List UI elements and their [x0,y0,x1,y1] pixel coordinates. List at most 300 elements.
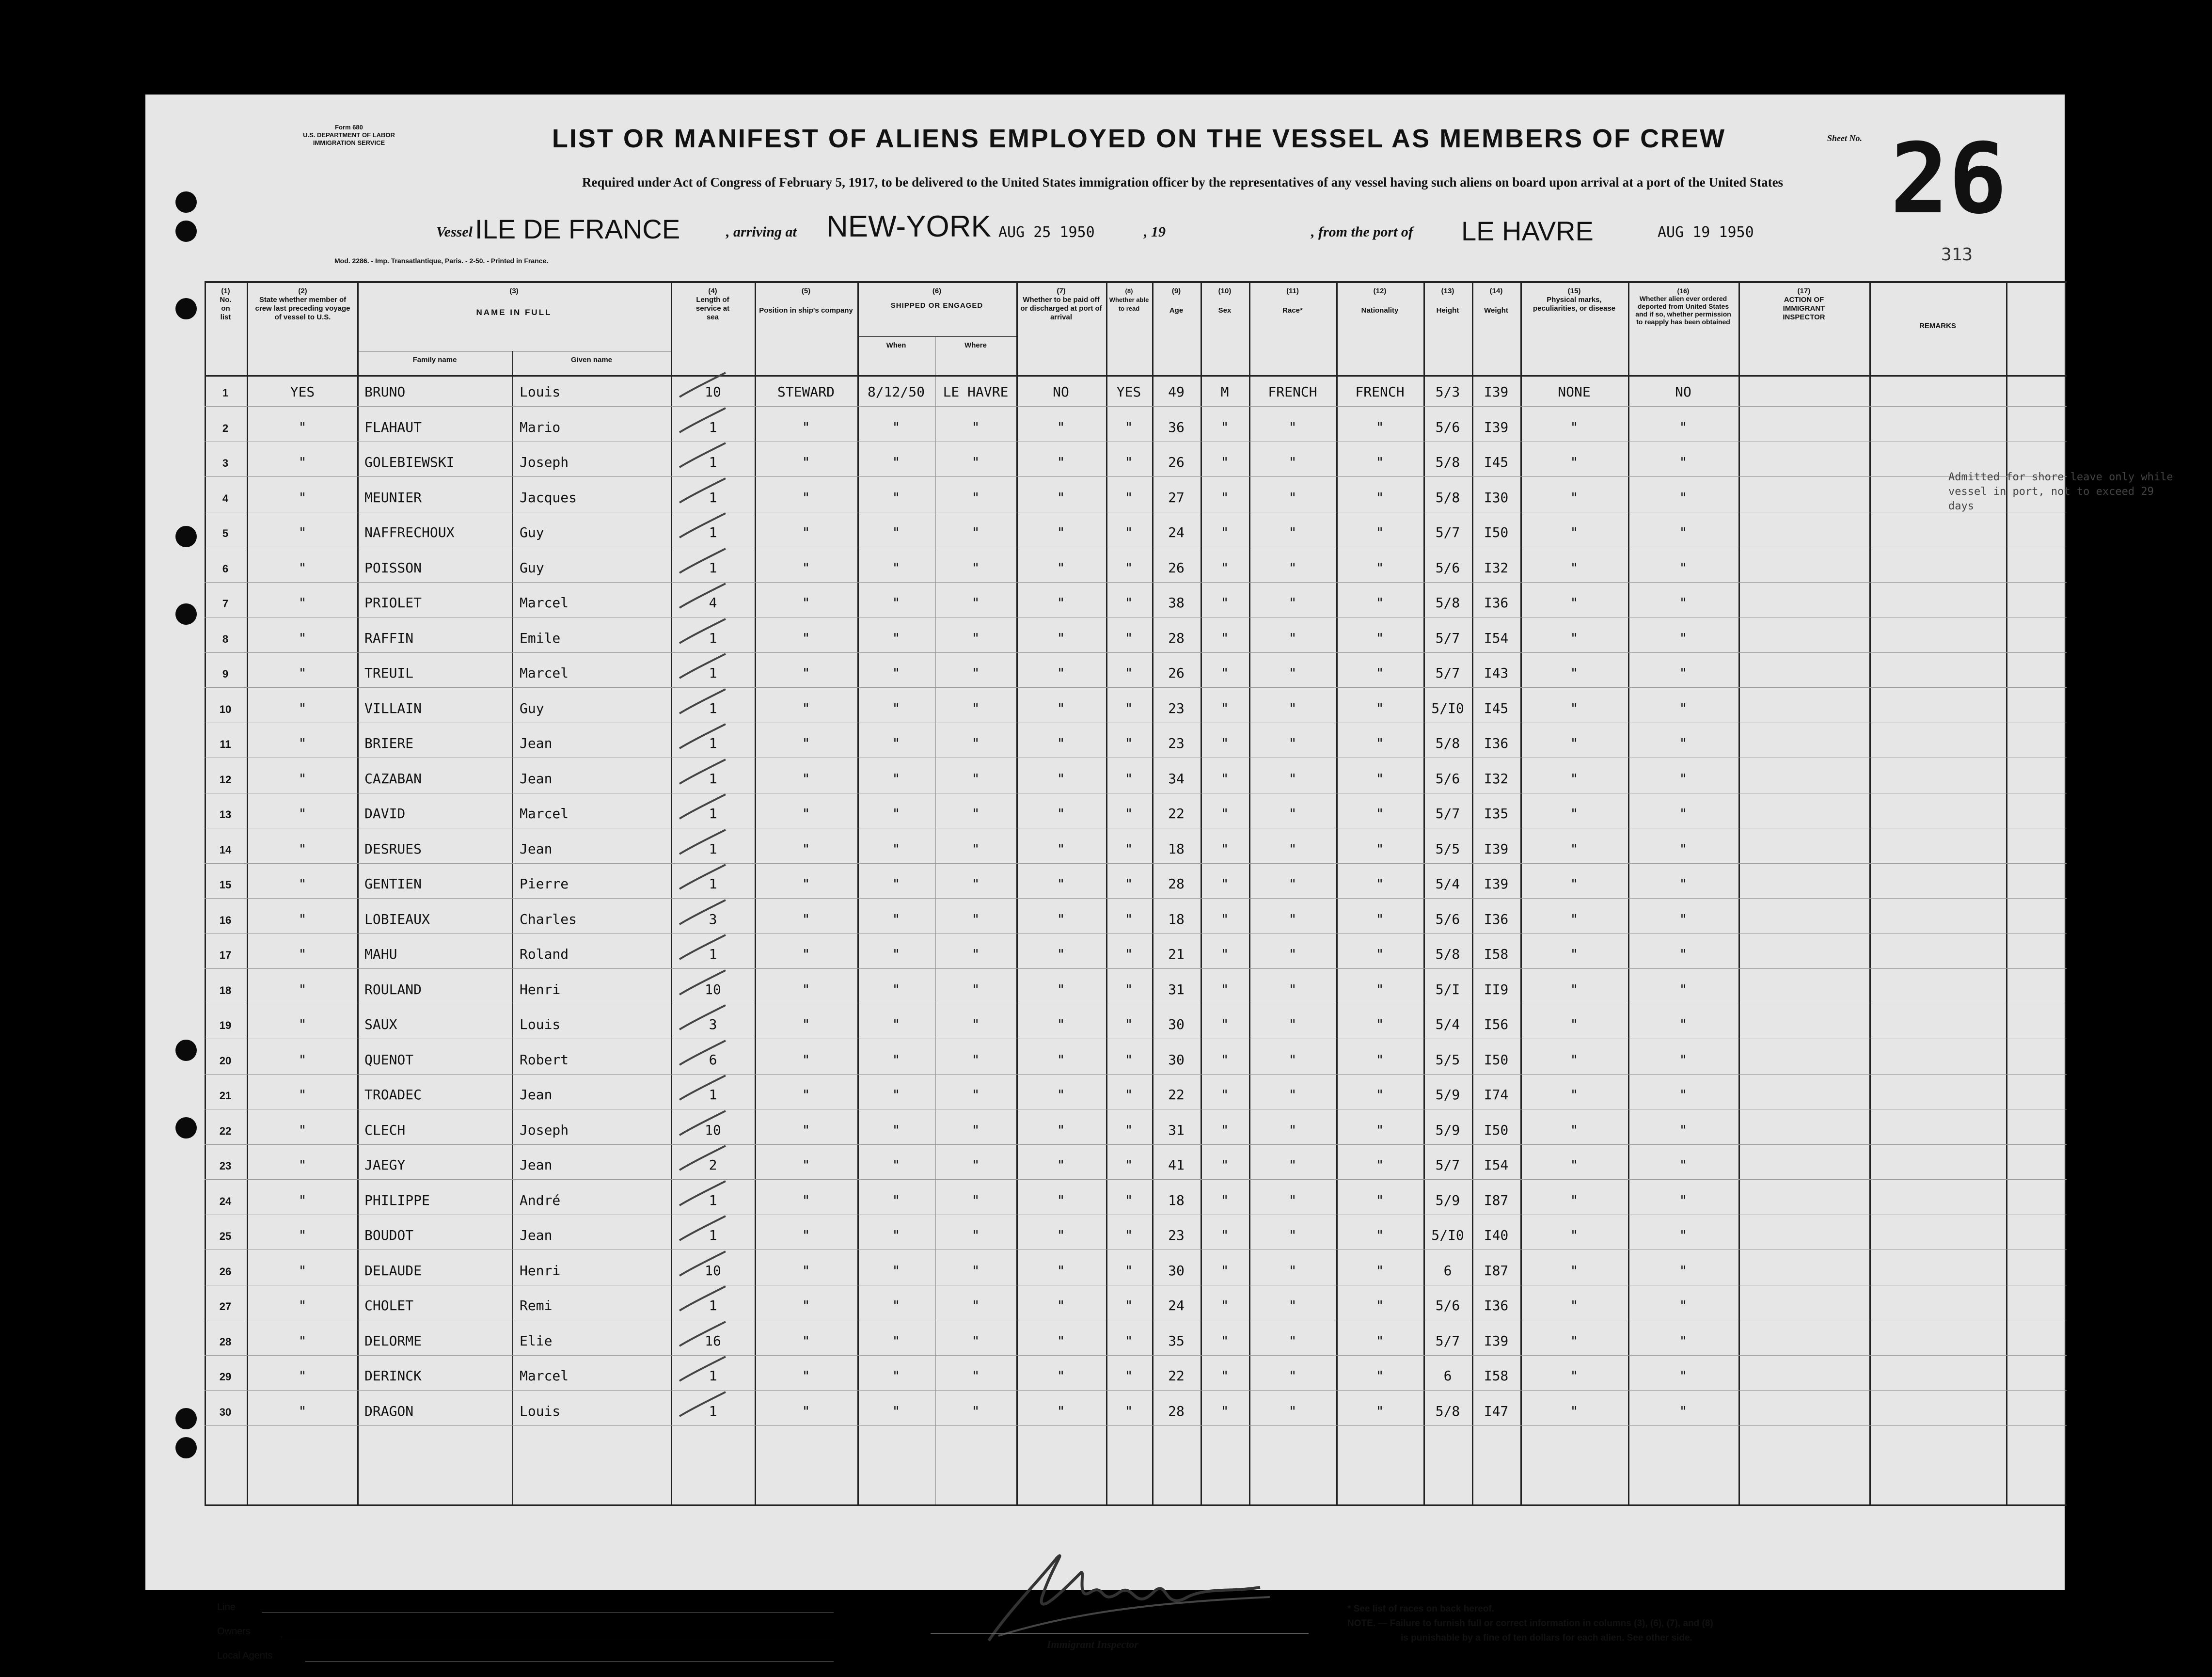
service-length-cell: 3 [709,1016,717,1032]
weight-cell: I39 [1484,1332,1509,1349]
nationality-cell: " [1375,876,1384,892]
row-number: 22 [219,1124,232,1137]
col-number: (2) [298,287,307,295]
paid-off-cell: " [1057,735,1065,751]
position-cell: " [802,595,810,611]
sex-cell: " [1220,1262,1229,1279]
form-number: Form 680 [335,124,363,131]
prev-voyage-cell: " [298,1332,307,1349]
shipped-when-cell: " [892,524,901,540]
weight-cell: I35 [1484,806,1509,822]
age-cell: 23 [1168,1227,1185,1243]
service-length-cell: 1 [709,1087,717,1103]
given-name-cell: Henri [520,1262,561,1279]
weight-cell: I47 [1484,1403,1509,1419]
local-agents-label: Local Agents [217,1650,273,1661]
paid-off-cell: " [1057,1368,1065,1384]
vessel-line [436,210,1958,252]
table-row [205,1087,2067,1103]
family-name-cell: CHOLET [364,1297,414,1313]
service-length-cell: 1 [709,876,717,892]
paid-off-cell: " [1057,770,1065,787]
prev-voyage-cell: YES [290,384,315,400]
family-name-cell: CAZABAN [364,770,422,787]
position-cell: " [802,1297,810,1313]
position-cell: " [802,1051,810,1068]
physical-marks-cell: " [1570,1016,1579,1032]
nationality-cell: " [1375,559,1384,576]
nationality-cell: " [1375,1227,1384,1243]
paid-off-cell: " [1057,559,1065,576]
deported-cell: " [1679,1368,1688,1384]
prev-voyage-cell: " [298,806,307,822]
height-cell: 6 [1443,1368,1452,1384]
given-name-cell: Louis [520,384,561,400]
weight-cell: I36 [1484,595,1509,611]
race-cell: " [1288,700,1297,716]
col-number: (4) [708,287,717,295]
service-length-cell: 16 [705,1332,721,1349]
height-cell: 5/I0 [1431,1227,1464,1243]
check-mark-icon [677,1214,730,1248]
row-number: 11 [220,738,231,750]
deported-cell: " [1679,1122,1688,1138]
shipped-where-cell: " [971,1122,980,1138]
paid-off-cell: " [1057,1122,1065,1138]
nationality-cell: " [1375,1192,1384,1208]
position-cell: " [802,630,810,646]
race-cell: " [1288,1051,1297,1068]
shipped-where-cell: " [971,1297,980,1313]
sex-cell: " [1220,524,1229,540]
paid-off-cell: " [1057,1087,1065,1103]
shipped-where-cell: " [971,911,980,927]
shipped-where-cell: " [971,1051,980,1068]
table-row [205,1051,2067,1068]
row-number: 13 [219,808,232,821]
nationality-cell: " [1375,946,1384,962]
remarks-note: Admitted for shore leave only while vessel in port, not to exceed 29 days [1948,471,2173,512]
position-cell: " [802,1157,810,1173]
col-prev-voyage-header [248,287,357,322]
weight-cell: I32 [1484,559,1509,576]
nationality-cell: " [1375,1122,1384,1138]
family-name-cell: MAHU [364,946,397,962]
service-length-cell: 1 [709,524,717,540]
check-mark-icon [677,1179,730,1213]
row-number: 16 [219,914,232,926]
height-cell: 5/5 [1435,1051,1460,1068]
family-name-cell: BRUNO [364,384,406,400]
able-to-read-cell: " [1124,524,1133,540]
paid-off-cell: " [1057,1227,1065,1243]
able-to-read-cell: " [1124,876,1133,892]
when-header: When [886,341,906,349]
prev-voyage-cell: " [298,1262,307,1279]
weight-cell: I36 [1484,911,1509,927]
weight-cell: I36 [1484,1297,1509,1313]
col-label: SHIPPED OR ENGAGED [890,301,983,310]
given-name-cell: Marcel [520,665,569,681]
weight-cell: I30 [1484,489,1509,506]
nationality-cell: " [1375,1332,1384,1349]
race-cell: " [1288,981,1297,997]
printer-note: Mod. 2286. - Imp. Transatlantique, Paris. - 2-50. - Printed in France. [334,257,549,265]
shipped-when-cell: " [892,806,901,822]
punch-hole [175,1117,197,1139]
shipped-when-cell: " [892,595,901,611]
weight-cell: I39 [1484,840,1509,857]
service-length-cell: 1 [709,700,717,716]
row-number: 21 [219,1090,232,1102]
race-cell: " [1288,806,1297,822]
deported-cell: " [1679,630,1688,646]
race-cell: " [1288,665,1297,681]
service-length-cell: 1 [709,1368,717,1384]
position-cell: " [802,911,810,927]
from-label: , from the port of [1311,224,1413,240]
shipped-when-cell: " [892,665,901,681]
sex-cell: " [1220,1157,1229,1173]
race-cell: " [1288,524,1297,540]
race-cell: " [1288,1297,1297,1313]
age-cell: 22 [1168,1087,1185,1103]
family-name-cell: LOBIEAUX [364,911,430,927]
deported-cell: " [1679,454,1688,470]
service-length-cell: 6 [709,1051,717,1068]
height-cell: 5/8 [1435,454,1460,470]
check-mark-icon [677,511,730,545]
race-cell: " [1288,911,1297,927]
able-to-read-cell: " [1124,419,1133,435]
check-mark-icon [677,1390,730,1424]
position-cell: " [802,1227,810,1243]
weight-cell: I87 [1484,1192,1509,1208]
service-length-cell: 1 [709,770,717,787]
race-cell: " [1288,1368,1297,1384]
family-name-cell: DAVID [364,806,406,822]
weight-cell: I56 [1484,1016,1509,1032]
position-cell: " [802,700,810,716]
prev-voyage-cell: " [298,735,307,751]
row-number: 26 [219,1265,232,1278]
nationality-cell: " [1375,700,1384,716]
given-name-cell: Guy [520,559,544,576]
deported-cell: " [1679,911,1688,927]
height-cell: 5/5 [1435,840,1460,857]
crew-table [205,281,2067,1506]
row-number: 17 [219,949,232,961]
paid-off-cell: " [1057,454,1065,470]
height-cell: 5/9 [1435,1087,1460,1103]
prev-voyage-cell: " [298,1368,307,1384]
sex-cell: " [1220,876,1229,892]
sex-cell: " [1220,1227,1229,1243]
race-cell: " [1288,630,1297,646]
given-name-cell: Mario [520,419,561,435]
col-number: (14) [1489,287,1503,295]
deported-cell: " [1679,735,1688,751]
paid-off-cell: " [1057,419,1065,435]
family-name-cell: TROADEC [364,1087,422,1103]
row-number: 12 [219,773,232,786]
age-cell: 26 [1168,665,1185,681]
punch-hole [175,298,197,319]
manifest-sheet [145,95,2173,1661]
nationality-cell: " [1375,1262,1384,1279]
shipped-where-cell: " [971,489,980,506]
given-name-cell: Louis [520,1403,561,1419]
row-number: 15 [219,879,232,891]
given-name-cell: Guy [520,700,544,716]
given-name-cell: André [520,1192,561,1208]
col-age-header [1152,287,1201,315]
prev-voyage-cell: " [298,595,307,611]
check-mark-icon [677,1319,730,1353]
deported-cell: " [1679,840,1688,857]
prev-voyage-cell: " [298,419,307,435]
prev-voyage-cell: " [298,1192,307,1208]
shipped-when-cell: " [892,454,901,470]
shipped-where-cell: " [971,595,980,611]
physical-marks-cell: " [1570,1262,1579,1279]
col-number: (10) [1218,287,1232,295]
shipped-where-cell: " [971,946,980,962]
age-cell: 30 [1168,1016,1185,1032]
nationality-cell: " [1375,1087,1384,1103]
race-cell: " [1288,419,1297,435]
nationality-cell: " [1375,1016,1384,1032]
shipped-where-cell: " [971,419,980,435]
col-label: ACTION OF IMMIGRANT INSPECTOR [1783,296,1825,321]
prev-voyage-cell: " [298,1122,307,1138]
weight-cell: I58 [1484,1368,1509,1384]
deported-cell: " [1679,1087,1688,1103]
sex-cell: " [1220,1087,1229,1103]
age-cell: 28 [1168,1403,1185,1419]
prev-voyage-cell: " [298,1016,307,1032]
vessel-name: ILE DE FRANCE [475,214,680,244]
height-cell: 5/7 [1435,630,1460,646]
position-cell: " [802,1192,810,1208]
height-cell: 5/8 [1435,735,1460,751]
race-cell: " [1288,1087,1297,1103]
row-number: 18 [219,984,232,997]
col-height-header [1423,287,1472,315]
shipped-where-cell: " [971,735,980,751]
height-cell: 5/8 [1435,946,1460,962]
prev-voyage-cell: " [298,524,307,540]
service-length-cell: 1 [709,946,717,962]
legal-requirement-text: Required under Act of Congress of February 5, 1917, to be delivered to the United States immigration officer by the representatives of any vessel having such aliens on board upon arrival at a port of the United States [582,175,1784,190]
height-cell: 5/3 [1435,384,1460,400]
family-name-cell: DRAGON [364,1403,414,1419]
shipped-when-cell: 8/12/50 [867,384,925,400]
able-to-read-cell: " [1124,1192,1133,1208]
shipped-where-cell: " [971,1192,980,1208]
col-label: Nationality [1361,306,1399,315]
service-length-cell: 10 [705,1122,721,1138]
sex-cell: " [1220,630,1229,646]
paid-off-cell: " [1057,489,1065,506]
sex-cell: " [1220,946,1229,962]
position-cell: " [802,524,810,540]
paid-off-cell: " [1057,1016,1065,1032]
shipped-when-cell: " [892,1297,901,1313]
position-cell: " [802,665,810,681]
age-cell: 31 [1168,1122,1185,1138]
weight-cell: II9 [1484,981,1509,997]
position-cell: " [802,946,810,962]
height-cell: 5/6 [1435,559,1460,576]
age-cell: 18 [1168,1192,1185,1208]
height-cell: 5/9 [1435,1192,1460,1208]
given-name-cell: Henri [520,981,561,997]
shipped-where-cell: " [971,700,980,716]
nationality-cell: " [1375,419,1384,435]
age-cell: 22 [1168,1368,1185,1384]
sex-cell: " [1220,1297,1229,1313]
paid-off-cell: " [1057,946,1065,962]
weight-cell: I54 [1484,630,1509,646]
paid-off-cell: " [1057,911,1065,927]
given-name-cell: Louis [520,1016,561,1032]
service: IMMIGRATION SERVICE [313,139,385,146]
able-to-read-cell: " [1124,1332,1133,1349]
position-cell: " [802,489,810,506]
departure-date: AUG 19 1950 [1658,224,1754,241]
row-number: 19 [219,1019,232,1031]
deported-cell: " [1679,595,1688,611]
line-label: Line [217,1602,236,1613]
service-length-cell: 1 [709,559,717,576]
physical-marks-cell: " [1570,630,1579,646]
family-name-cell: JAEGY [364,1157,406,1173]
height-cell: 5/8 [1435,489,1460,506]
col-position-header [755,287,857,315]
age-cell: 38 [1168,595,1185,611]
col-label: Whether to be paid off or discharged at port of arrival [1020,296,1102,321]
age-cell: 31 [1168,981,1185,997]
paid-off-cell: " [1057,595,1065,611]
punch-hole [175,1040,197,1061]
col-label: Whether able to read [1109,296,1149,312]
family-name-cell: GOLEBIEWSKI [364,454,455,470]
col-label: Whether alien ever ordered deported from United States and if so, whether permission to reapply has been obtained [1635,295,1731,326]
service-length-cell: 1 [709,419,717,435]
check-mark-icon [677,1143,730,1177]
service-length-cell: 1 [709,1297,717,1313]
height-cell: 5/4 [1435,1016,1460,1032]
shipped-where-cell: " [971,1016,980,1032]
age-cell: 22 [1168,806,1185,822]
table-row [205,595,2067,611]
deported-cell: " [1679,559,1688,576]
deported-cell: " [1679,489,1688,506]
nationality-cell: " [1375,911,1384,927]
given-name-cell: Pierre [520,876,569,892]
height-cell: 5/8 [1435,1403,1460,1419]
row-number: 6 [222,562,229,575]
check-mark-icon [677,546,730,580]
height-cell: 5/6 [1435,1297,1460,1313]
footnote-penalty-cont: is punishable by a fine of ten dollars for each alien. See other side. [1401,1633,1692,1643]
service-length-cell: 1 [709,489,717,506]
physical-marks-cell: " [1570,1297,1579,1313]
weight-cell: I45 [1484,454,1509,470]
form-identifier [257,124,441,147]
physical-marks-cell: " [1570,770,1579,787]
position-cell: " [802,1016,810,1032]
nationality-cell: " [1375,1157,1384,1173]
deported-cell: " [1679,1403,1688,1419]
height-cell: 5/6 [1435,419,1460,435]
given-name-cell: Marcel [520,806,569,822]
shipped-when-cell: " [892,876,901,892]
family-name-cell: DESRUES [364,840,422,857]
nationality-cell: FRENCH [1355,384,1405,400]
given-name-cell: Joseph [520,1122,569,1138]
table-row [205,524,2067,540]
row-number: 10 [219,703,232,715]
family-name-cell: BOUDOT [364,1227,414,1243]
col-number: (1) [221,287,230,295]
able-to-read-cell: " [1124,806,1133,822]
position-cell: " [802,735,810,751]
shipped-where-cell: " [971,770,980,787]
family-name-cell: VILLAIN [364,700,422,716]
height-cell: 5/7 [1435,1157,1460,1173]
physical-marks-cell: NONE [1558,384,1591,400]
race-cell: " [1288,876,1297,892]
col-number: (9) [1171,287,1181,295]
table-row [205,1016,2067,1032]
given-name-cell: Robert [520,1051,569,1068]
prev-voyage-cell: " [298,1087,307,1103]
shipped-where-cell: LE HAVRE [943,384,1009,400]
prev-voyage-cell: " [298,1297,307,1313]
age-cell: 26 [1168,559,1185,576]
physical-marks-cell: " [1570,1122,1579,1138]
weight-cell: I36 [1484,735,1509,751]
family-name-cell: RAFFIN [364,630,414,646]
check-mark-icon [677,1108,730,1142]
height-cell: 5/6 [1435,770,1460,787]
row-number: 20 [219,1054,232,1067]
race-cell: " [1288,1403,1297,1419]
nationality-cell: " [1375,1051,1384,1068]
deported-cell: " [1679,1297,1688,1313]
physical-marks-cell: " [1570,1157,1579,1173]
sex-cell: " [1220,489,1229,506]
prev-voyage-cell: " [298,876,307,892]
given-name-cell: Jean [520,840,553,857]
vessel-label: Vessel [436,224,473,240]
given-name-cell: Emile [520,630,561,646]
race-cell: " [1288,1016,1297,1032]
check-mark-icon [677,1249,730,1283]
sex-cell: " [1220,1051,1229,1068]
able-to-read-cell: " [1124,1051,1133,1068]
service-length-cell: 2 [709,1157,717,1173]
punch-hole [175,1408,197,1429]
shipped-where-cell: " [971,1332,980,1349]
family-name-cell: PHILIPPE [364,1192,430,1208]
row-number: 14 [219,843,232,856]
deported-cell: NO [1675,384,1691,400]
height-cell: 5/7 [1435,1332,1460,1349]
punch-hole [175,221,197,242]
